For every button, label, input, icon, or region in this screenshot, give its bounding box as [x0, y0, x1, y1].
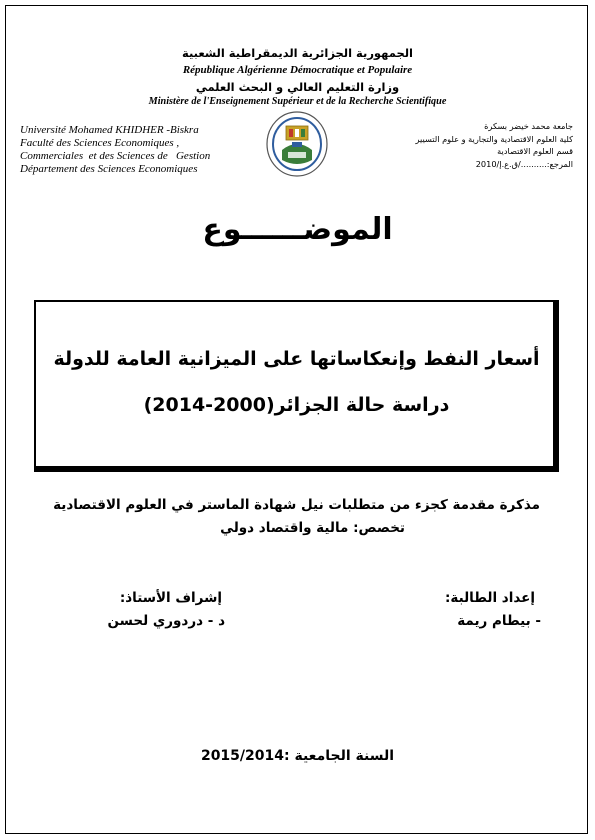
faculty-name-fr: Faculté des Sciences Economiques ,: [20, 137, 180, 149]
department-name-fr: Département des Sciences Economiques: [20, 163, 198, 175]
thesis-description: مذكرة مقدمة كجزء من متطلبات نيل شهادة الماستر في العلوم الاقتصادية: [53, 497, 540, 513]
ministry-ar: وزارة التعليم العالي و البحث العلمي: [195, 80, 400, 94]
university-name-fr: Université Mohamed KHIDHER -Biskra: [20, 124, 199, 136]
republic-ar: الجمهورية الجزائرية الديمقراطية الشعبية: [181, 46, 413, 60]
thesis-title-line1: أسعار النفط وإنعكاساتها على الميزانية العامة للدولة: [53, 348, 540, 370]
ministry-fr: Ministère de l'Enseignement Supérieur et de la Recherche Scientifique: [148, 96, 447, 107]
title-frame: [34, 300, 559, 472]
specialization: تخصص: مالية واقتصاد دولي: [220, 520, 405, 536]
university-block-ar: [373, 120, 573, 170]
student-label: إعداد الطالبة:: [445, 590, 535, 606]
supervisor-label: إشراف الأستاذ:: [119, 590, 222, 606]
republic-fr: République Algérienne Démocratique et Populaire: [182, 64, 413, 76]
university-name-ar: جامعة محمد خيضر بسكرة: [484, 121, 573, 131]
subject-heading: الموضــــــوع: [202, 212, 393, 247]
academic-year: السنة الجامعية :2015/2014: [200, 748, 395, 764]
university-block-fr: [20, 124, 260, 176]
department-name-ar: قسم العلوم الاقتصادية: [497, 146, 573, 156]
thesis-title-line2: دراسة حالة الجزائر(2000-2014): [143, 394, 450, 416]
reference-ar: المرجع:........../ق.ع.إ/2010: [475, 158, 573, 169]
faculty-name-fr-cont: Commerciales et des Sciences de Gestion: [20, 150, 211, 162]
university-logo-icon: [262, 108, 332, 178]
supervisor-name: د - دردوري لحسن: [107, 613, 225, 629]
faculty-name-ar: كلية العلوم الاقتصادية والتجارية و علوم التسيير: [415, 133, 573, 144]
student-name: - بيطام ريمة: [457, 613, 541, 629]
